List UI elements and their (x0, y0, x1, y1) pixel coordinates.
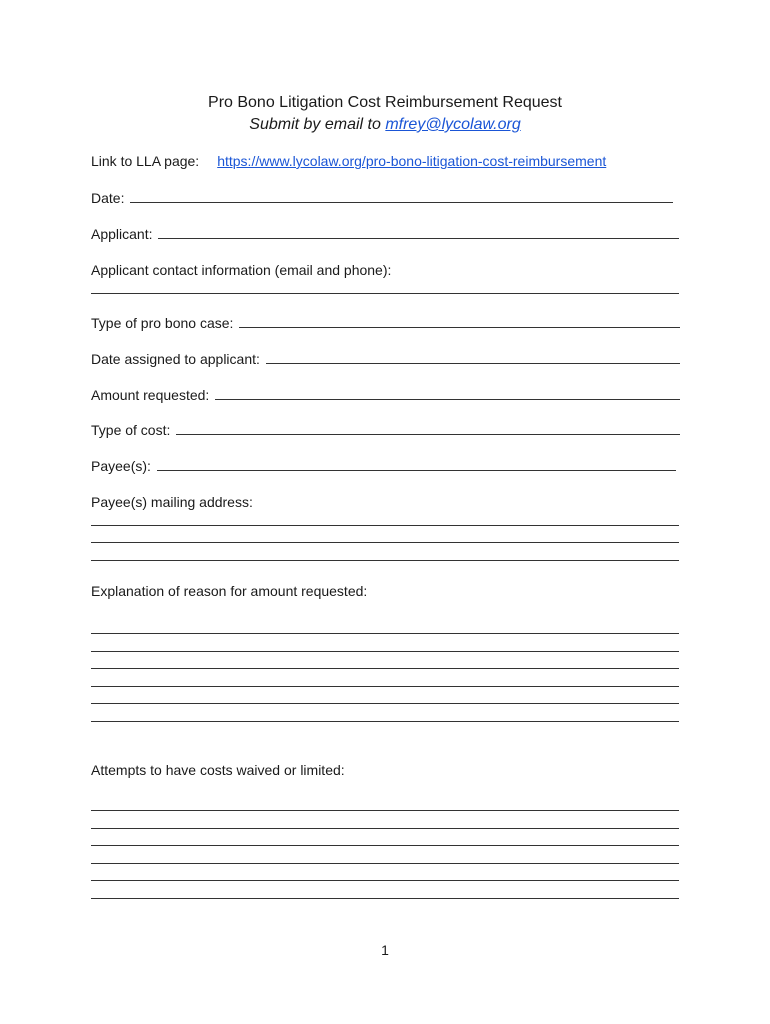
mailing-row (91, 494, 253, 510)
attempts-blank-1[interactable] (91, 810, 679, 811)
explanation-blank-3[interactable] (91, 668, 679, 669)
explanation-blank-2[interactable] (91, 651, 679, 652)
contact-blank[interactable] (91, 293, 679, 294)
contact-row (91, 262, 391, 278)
amount-label: Amount requested: (91, 387, 210, 403)
mailing-blank-2[interactable] (91, 542, 679, 543)
date-blank[interactable] (130, 201, 673, 203)
applicant-row (91, 226, 679, 242)
submit-prefix: Submit by email to (249, 116, 386, 133)
applicant-label: Applicant: (91, 226, 153, 242)
submit-instruction (0, 116, 770, 134)
date-row (91, 190, 673, 206)
payees-blank[interactable] (157, 469, 676, 471)
case-type-row (91, 315, 680, 331)
attempts-blank-4[interactable] (91, 863, 679, 864)
attempts-blank-6[interactable] (91, 898, 679, 899)
date-assigned-blank[interactable] (266, 362, 680, 364)
page-title: Pro Bono Litigation Cost Reimbursement Request (208, 94, 562, 111)
cost-type-label: Type of cost: (91, 422, 171, 438)
payees-label: Payee(s): (91, 458, 151, 474)
explanation-blank-4[interactable] (91, 686, 679, 687)
amount-blank[interactable] (215, 398, 680, 400)
email-link[interactable]: mfrey@lycolaw.org (385, 116, 521, 133)
explanation-blank-5[interactable] (91, 703, 679, 704)
date-label: Date: (91, 190, 125, 206)
page-number: 1 (381, 942, 389, 958)
mailing-blank-3[interactable] (91, 560, 679, 561)
cost-type-row (91, 422, 680, 438)
attempts-blank-3[interactable] (91, 845, 679, 846)
mailing-label: Payee(s) mailing address: (91, 494, 253, 510)
date-assigned-row (91, 351, 680, 367)
case-type-blank[interactable] (239, 326, 680, 328)
date-assigned-label: Date assigned to applicant: (91, 351, 260, 367)
lla-link-row (91, 153, 606, 169)
attempts-row (91, 762, 345, 778)
lla-page-link[interactable]: https://www.lycolaw.org/pro-bono-litigation-cost-reimbursement (217, 153, 607, 169)
explanation-blank-6[interactable] (91, 721, 679, 722)
amount-row (91, 387, 680, 403)
cost-type-blank[interactable] (176, 433, 680, 435)
attempts-label: Attempts to have costs waived or limited: (91, 762, 345, 778)
attempts-blank-5[interactable] (91, 880, 679, 881)
payees-row (91, 458, 676, 474)
case-type-label: Type of pro bono case: (91, 315, 234, 331)
applicant-blank[interactable] (158, 237, 679, 239)
explanation-blank-1[interactable] (91, 633, 679, 634)
explanation-row (91, 583, 367, 599)
lla-link-label: Link to LLA page: (91, 153, 200, 169)
explanation-label: Explanation of reason for amount requested: (91, 583, 368, 599)
mailing-blank-1[interactable] (91, 525, 679, 526)
attempts-blank-2[interactable] (91, 828, 679, 829)
contact-label: Applicant contact information (email and phone): (91, 262, 392, 278)
